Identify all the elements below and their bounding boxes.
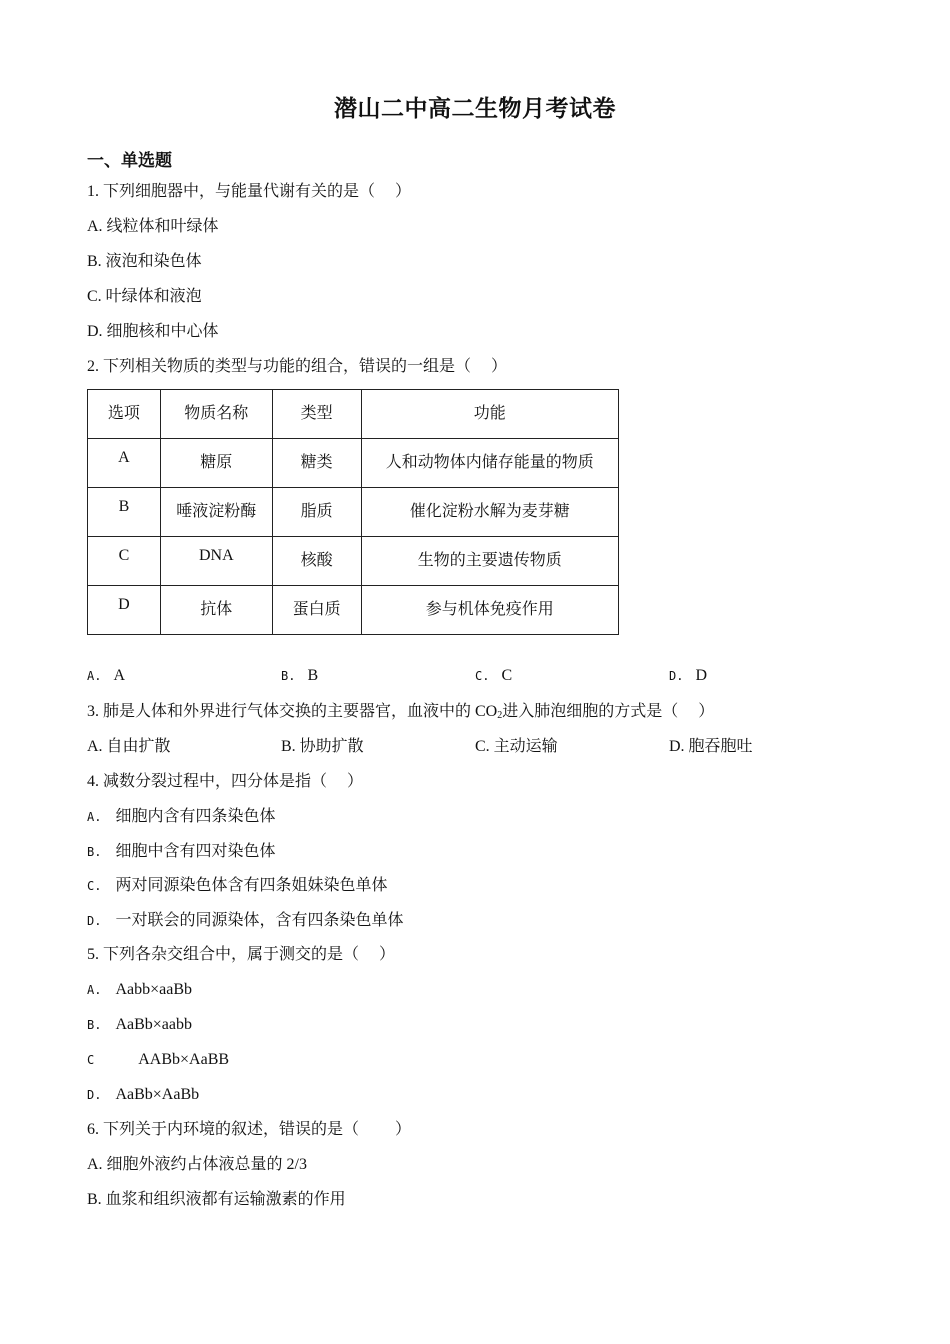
- option-letter: C.: [87, 879, 102, 893]
- option-letter: D.: [669, 669, 684, 683]
- table-cell: 核酸: [272, 537, 361, 586]
- option-text: 一对联会的同源染体，含有四条染色单体: [115, 912, 404, 929]
- question-5-option-d: [87, 1085, 199, 1105]
- question-5-option-b: [87, 1015, 192, 1035]
- question-2-option-b: [281, 666, 318, 686]
- question-3-stem: [87, 702, 714, 726]
- question-1-option-b: B. 液泡和染色体: [87, 253, 202, 270]
- section-heading: 一、单选题: [87, 151, 172, 170]
- option-text: Aabb×aaBb: [115, 981, 193, 998]
- table-header-row: [88, 390, 619, 439]
- question-4-option-c: [87, 876, 387, 896]
- question-6-option-b: B. 血浆和组织液都有运输激素的作用: [87, 1191, 346, 1208]
- option-text: C: [501, 667, 513, 684]
- table-header-cell: 物质名称: [160, 390, 272, 439]
- table-cell: 唾液淀粉酶: [160, 488, 272, 537]
- option-text: D: [695, 667, 708, 684]
- option-text: AABb×AaBB: [138, 1051, 230, 1068]
- question-2-stem: 2. 下列相关物质的类型与功能的组合，错误的一组是（ ）: [87, 358, 508, 375]
- question-6-option-a: A. 细胞外液约占体液总量的 2/3: [87, 1156, 308, 1173]
- stem-text: 3. 肺是人体和外界进行气体交换的主要器官，血液中的 CO: [87, 703, 498, 720]
- option-text: B: [307, 667, 319, 684]
- table-row: [88, 488, 619, 537]
- table-cell: 生物的主要遗传物质: [361, 537, 618, 586]
- table-cell: 人和动物体内储存能量的物质: [361, 439, 618, 488]
- stem-text: 进入肺泡细胞的方式是（ ）: [502, 703, 715, 720]
- page-title: 潜山二中高二生物月考试卷: [334, 96, 616, 121]
- question-1-option-c: C. 叶绿体和液泡: [87, 288, 202, 305]
- table-row: [88, 586, 619, 635]
- table-cell: 蛋白质: [272, 586, 361, 635]
- question-1-option-d: D. 细胞核和中心体: [87, 323, 219, 340]
- question-2-option-d: [669, 666, 707, 686]
- table-row: [88, 439, 619, 488]
- table-header-cell: 功能: [361, 390, 618, 439]
- question-3-option-a: A. 自由扩散: [87, 738, 171, 755]
- option-letter: B.: [281, 669, 296, 683]
- table-cell: DNA: [160, 537, 272, 586]
- table-cell: B: [88, 488, 161, 537]
- option-text: AaBb×AaBb: [115, 1086, 200, 1103]
- table-cell: D: [88, 586, 161, 635]
- question-3-option-d: D. 胞吞胞吐: [669, 738, 753, 755]
- table-header-cell: 选项: [88, 390, 161, 439]
- question-1-option-a: A. 线粒体和叶绿体: [87, 218, 219, 235]
- option-letter: B.: [87, 1018, 102, 1032]
- option-text: A: [113, 667, 126, 684]
- question-5-option-a: [87, 980, 192, 1000]
- option-text: 细胞中含有四对染色体: [115, 843, 276, 860]
- question-1-stem: 1. 下列细胞器中，与能量代谢有关的是（ ）: [87, 183, 412, 200]
- table-cell: 糖原: [160, 439, 272, 488]
- substance-table: [87, 389, 619, 635]
- table-cell: A: [88, 439, 161, 488]
- option-letter: A.: [87, 810, 102, 824]
- option-text: 两对同源染色体含有四条姐妹染色单体: [115, 877, 388, 894]
- table-cell: 脂质: [272, 488, 361, 537]
- option-letter: A.: [87, 669, 102, 683]
- question-5-option-c: [87, 1050, 229, 1070]
- option-letter: C: [87, 1053, 95, 1067]
- question-6-stem: 6. 下列关于内环境的叙述，错误的是（ ）: [87, 1121, 412, 1138]
- question-2-option-c: [475, 666, 512, 686]
- option-letter: A.: [87, 983, 102, 997]
- option-text: 细胞内含有四条染色体: [115, 808, 276, 825]
- question-4-option-d: [87, 911, 403, 931]
- table-cell: C: [88, 537, 161, 586]
- question-3-option-c: C. 主动运输: [475, 738, 558, 755]
- table-header-cell: 类型: [272, 390, 361, 439]
- question-4-option-b: [87, 842, 275, 862]
- table-cell: 抗体: [160, 586, 272, 635]
- table-cell: 参与机体免疫作用: [361, 586, 618, 635]
- question-3-option-b: B. 协助扩散: [281, 738, 364, 755]
- option-letter: D.: [87, 914, 102, 928]
- option-text: AaBb×aabb: [115, 1016, 193, 1033]
- option-letter: C.: [475, 669, 490, 683]
- question-4-option-a: [87, 807, 275, 827]
- question-4-stem: 4. 减数分裂过程中，四分体是指（ ）: [87, 773, 364, 790]
- table-cell: 糖类: [272, 439, 361, 488]
- question-2-option-a: [87, 666, 125, 686]
- subscript: 2: [497, 710, 503, 721]
- table-cell: 催化淀粉水解为麦芽糖: [361, 488, 618, 537]
- option-letter: B.: [87, 845, 102, 859]
- question-5-stem: 5. 下列各杂交组合中，属于测交的是（ ）: [87, 946, 396, 963]
- option-letter: D.: [87, 1088, 102, 1102]
- table-row: [88, 537, 619, 586]
